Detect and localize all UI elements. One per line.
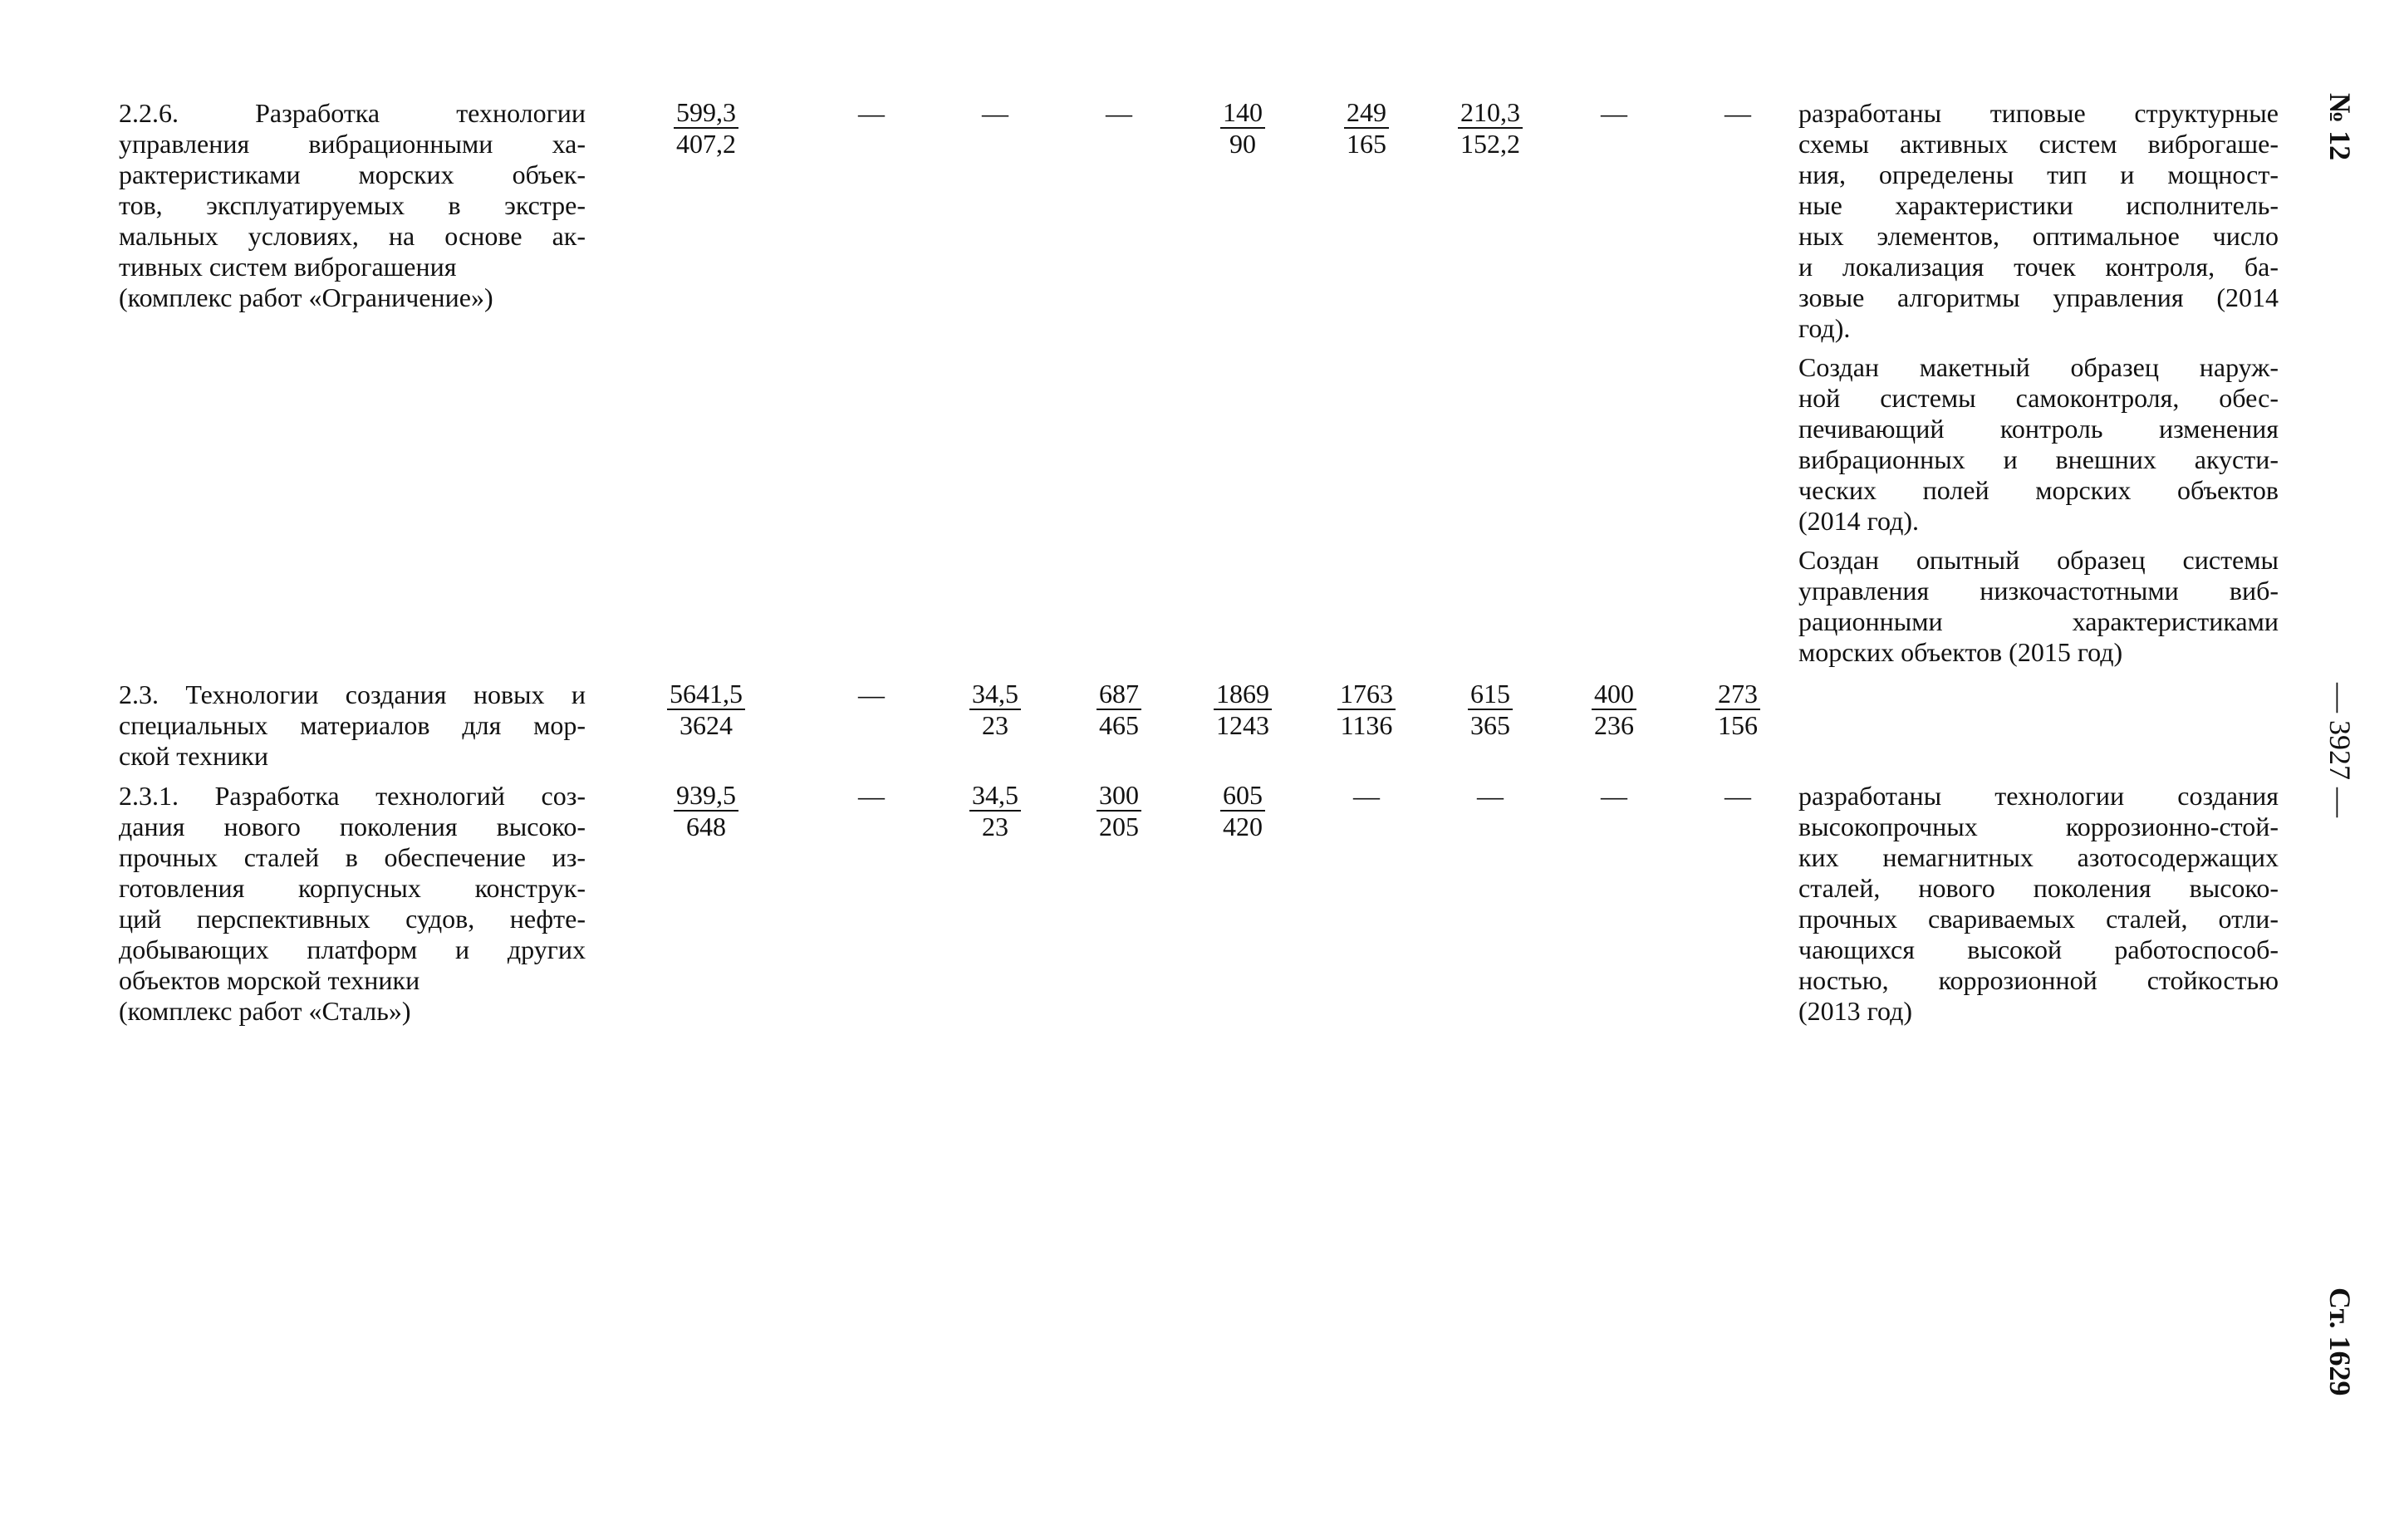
result-line: ния, определены тип и мощност- — [1798, 159, 2279, 189]
empty-dash: — — [858, 679, 885, 709]
funding-total — [645, 781, 768, 842]
empty-dash: — — [1353, 781, 1380, 811]
result-line: зовые алгоритмы управления (2014 — [1798, 282, 2279, 312]
funding-budget-value: 23 — [982, 812, 1008, 841]
result-line: (2013 год) — [1798, 996, 1912, 1026]
funding-total — [645, 679, 768, 741]
result-paragraph — [1798, 352, 2279, 537]
funding-total-value: 140 — [1220, 98, 1265, 129]
result-line: сталей, нового поколения высоко- — [1798, 873, 2279, 903]
funding-total-value: 34,5 — [969, 781, 1021, 812]
task-line: 2.2.6. Разработка технологии — [119, 98, 586, 128]
result-line: прочных свариваемых сталей, отли- — [1798, 904, 2279, 934]
funding-year-cell — [1305, 781, 1428, 812]
result-line: (2014 год). — [1798, 506, 1919, 536]
task-line: ской техники — [119, 741, 268, 771]
result-line: год). — [1798, 313, 1851, 343]
result-line: высокопрочных коррозионно-стой- — [1798, 812, 2279, 841]
funding-total-value: 273 — [1715, 679, 1760, 710]
funding-total-value: 1869 — [1214, 679, 1272, 710]
task-line: тов, эксплуатируемых в экстре- — [119, 190, 586, 220]
funding-year-cell — [1305, 98, 1428, 159]
task-line: 2.3. Технологии создания новых и — [119, 679, 586, 709]
funding-budget-value: 407,2 — [676, 129, 736, 159]
result-line: морских объектов (2015 год) — [1798, 637, 2123, 667]
result-line: схемы активных систем виброгаше- — [1798, 129, 2279, 159]
funding-year-cell — [1305, 679, 1428, 741]
result-line: ных элементов, оптимальное число — [1798, 221, 2279, 251]
funding-budget-value: 1136 — [1340, 710, 1393, 740]
funding-total-value: 605 — [1220, 781, 1265, 812]
funding-total-value: 400 — [1592, 679, 1636, 710]
funding-year-cell — [1181, 781, 1304, 842]
funding-year-cell — [1057, 679, 1180, 741]
funding-budget-value: 152,2 — [1460, 129, 1520, 159]
result-paragraph — [1798, 98, 2279, 344]
funding-budget-value: 3624 — [679, 710, 733, 740]
result-line: печивающий контроль изменения — [1798, 414, 2279, 444]
result-line: разработаны технологии создания — [1798, 781, 2279, 811]
funding-year-cell — [1429, 98, 1552, 159]
empty-dash: — — [1601, 98, 1627, 128]
result-line: ческих полей морских объектов — [1798, 475, 2279, 505]
empty-dash: — — [1725, 98, 1751, 128]
result-line: разработаны типовые структурные — [1798, 98, 2279, 128]
empty-dash: — — [858, 98, 885, 128]
funding-year-cell — [1057, 781, 1180, 842]
task-line: рактеристиками морских объек- — [119, 159, 586, 189]
task-description — [119, 679, 586, 772]
expected-results — [1798, 781, 2279, 1035]
result-line: вибрационных и внешних акусти- — [1798, 444, 2279, 474]
result-line: управления низкочастотными виб- — [1798, 576, 2279, 606]
funding-total-value: 5641,5 — [667, 679, 745, 710]
result-line: ностью, коррозионной стойкостью — [1798, 965, 2279, 995]
result-line: ной системы самоконтроля, обес- — [1798, 383, 2279, 413]
funding-year-cell — [934, 98, 1057, 129]
task-line: тивных систем виброгашения — [119, 252, 457, 282]
funding-year-cell — [1181, 679, 1304, 741]
task-line: 2.3.1. Разработка технологий соз- — [119, 781, 586, 811]
funding-year-cell — [1676, 781, 1799, 812]
task-description — [119, 781, 586, 1027]
result-paragraph — [1798, 545, 2279, 668]
result-line: и локализация точек контроля, ба- — [1798, 252, 2279, 282]
funding-budget-value: 365 — [1470, 710, 1510, 740]
result-line: рационными характеристиками — [1798, 606, 2279, 636]
funding-year-cell — [934, 679, 1057, 741]
result-line: Создан опытный образец системы — [1798, 545, 2279, 575]
task-line: ций перспективных судов, нефте- — [119, 904, 586, 934]
task-line: управления вибрационными ха- — [119, 129, 586, 159]
funding-budget-value: 156 — [1718, 710, 1758, 740]
funding-total-value: 939,5 — [674, 781, 738, 812]
issue-page-number: — 3927 — — [2323, 683, 2357, 817]
funding-year-cell — [1553, 781, 1675, 812]
funding-year-cell — [934, 781, 1057, 842]
funding-year-cell — [810, 98, 933, 129]
funding-budget-value: 648 — [686, 812, 726, 841]
task-line: мальных условиях, на основе ак- — [119, 221, 586, 251]
result-paragraph — [1798, 781, 2279, 1027]
funding-total-value: 300 — [1097, 781, 1141, 812]
issue-number: № 12 — [2323, 93, 2357, 161]
funding-budget-value: 90 — [1229, 129, 1256, 159]
task-description — [119, 98, 586, 313]
funding-year-cell — [1057, 98, 1180, 129]
funding-total — [645, 98, 768, 159]
task-line: специальных материалов для мор- — [119, 710, 586, 740]
funding-total-value: 34,5 — [969, 679, 1021, 710]
funding-year-cell — [1181, 98, 1304, 159]
funding-budget-value: 1243 — [1216, 710, 1269, 740]
funding-total-value: 249 — [1344, 98, 1389, 129]
result-line: Создан макетный образец наруж- — [1798, 352, 2279, 382]
result-line: ких немагнитных азотосодержащих — [1798, 842, 2279, 872]
empty-dash: — — [1106, 98, 1132, 128]
task-line: готовления корпусных конструк- — [119, 873, 586, 903]
task-line: (комплекс работ «Сталь») — [119, 996, 411, 1026]
funding-year-cell — [810, 679, 933, 710]
funding-total-value: 1763 — [1337, 679, 1396, 710]
empty-dash: — — [982, 98, 1008, 128]
empty-dash: — — [1477, 781, 1504, 811]
funding-budget-value: 205 — [1099, 812, 1139, 841]
empty-dash: — — [1725, 781, 1751, 811]
funding-year-cell — [1676, 98, 1799, 129]
empty-dash: — — [1601, 781, 1627, 811]
funding-year-cell — [1553, 679, 1675, 741]
funding-year-cell — [1676, 679, 1799, 741]
funding-year-cell — [1429, 781, 1552, 812]
task-line: добывающих платформ и других — [119, 934, 586, 964]
funding-budget-value: 23 — [982, 710, 1008, 740]
task-line: (комплекс работ «Ограничение») — [119, 282, 493, 312]
funding-total-value: 210,3 — [1458, 98, 1523, 129]
funding-total-value: 599,3 — [674, 98, 738, 129]
task-line: прочных сталей в обеспечение из- — [119, 842, 586, 872]
funding-total-value: 687 — [1097, 679, 1141, 710]
expected-results — [1798, 98, 2279, 676]
task-line: дания нового поколения высоко- — [119, 812, 586, 841]
funding-year-cell — [1429, 679, 1552, 741]
funding-budget-value: 165 — [1347, 129, 1386, 159]
funding-total-value: 615 — [1468, 679, 1513, 710]
funding-year-cell — [1553, 98, 1675, 129]
empty-dash: — — [858, 781, 885, 811]
result-line: чающихся высокой работоспособ- — [1798, 934, 2279, 964]
result-line: ные характеристики исполнитель- — [1798, 190, 2279, 220]
funding-year-cell — [810, 781, 933, 812]
funding-budget-value: 236 — [1594, 710, 1634, 740]
article-number: Ст. 1629 — [2323, 1287, 2357, 1396]
funding-budget-value: 420 — [1223, 812, 1263, 841]
task-line: объектов морской техники — [119, 965, 420, 995]
funding-budget-value: 465 — [1099, 710, 1139, 740]
